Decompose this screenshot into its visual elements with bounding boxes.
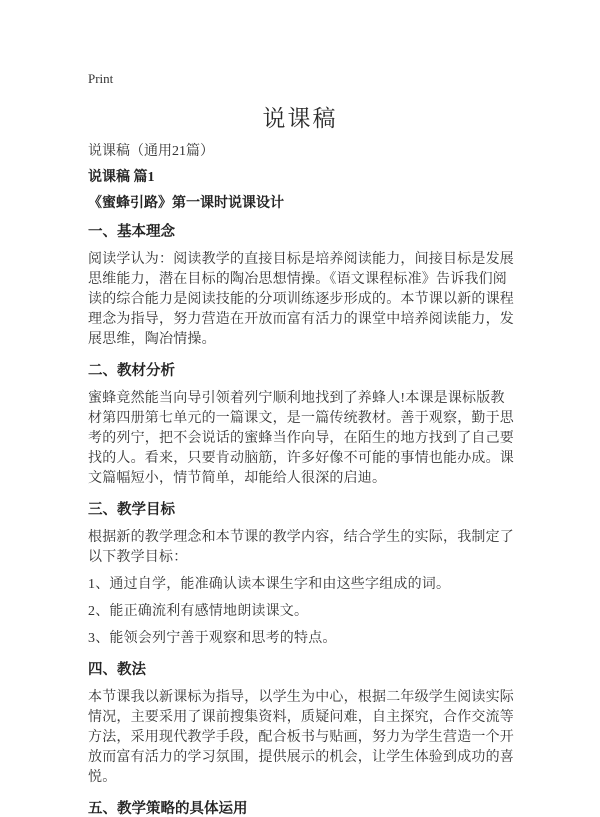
print-link[interactable]: Print — [88, 71, 114, 86]
section-heading: 二、教材分析 — [88, 363, 175, 379]
section-heading: 一、基本理念 — [88, 224, 175, 240]
paragraph: 阅读学认为：阅读教学的直接目标是培养阅读能力，间接目标是发展思维能力，潜在目标的陶冶思想情操。《语文课程标准》告诉我们阅读的综合能力是阅读技能的分项训练逐步形成的。本节课以新的课程理念为指导，努力营造在开放而富有活力的课堂中培养阅读能力，发展思维，陶冶情操。 — [88, 252, 514, 347]
paragraph: 蜜蜂竟然能当向导引领着列宁顺利地找到了养蜂人!本课是课标版教材第四册第七单元的一篇课文，是一篇传统教材。善于观察，勤于思考的列宁，把不会说话的蜜蜂当作向导，在陌生的地方找到了自己要找的人。看来，只要肯动脑筋，许多好像不可能的事情也能办成。课文篇幅短小，情节简单，却能给人很深的启迪。 — [88, 391, 514, 486]
section-heading: 三、教学目标 — [88, 502, 175, 518]
lesson-title: 《蜜蜂引路》第一课时说课设计 — [88, 196, 284, 211]
paragraph: 根据新的教学理念和本节课的教学内容，结合学生的实际，我制定了以下教学目标： — [88, 530, 514, 565]
list-item: 1、通过自学，能准确认读本课生字和由这些字组成的词。 — [88, 577, 451, 592]
doc-part-label: 说课稿 篇1 — [88, 170, 155, 185]
page-title: 说课稿 — [262, 106, 338, 131]
section-teaching-method — [88, 663, 515, 788]
section-basic-concept — [88, 225, 515, 350]
doc-subtitle: 说课稿（通用21篇） — [88, 144, 214, 159]
section-heading: 五、教学策略的具体运用 — [88, 801, 248, 817]
section-strategy-application — [88, 802, 515, 817]
section-heading: 四、教法 — [88, 662, 146, 678]
list-item: 2、能正确流利有感情地朗读课文。 — [88, 604, 309, 619]
list-item: 3、能领会列宁善于观察和思考的特点。 — [88, 631, 337, 646]
section-material-analysis — [88, 364, 515, 489]
paragraph: 本节课我以新课标为指导，以学生为中心，根据二年级学生阅读实际情况，主要采用了课前搜集资料，质疑问难，自主探究，合作交流等方法，采用现代教学手段，配合板书与贴画，努力为学生营造一个开放而富有活力的学习氛围，提供展示的机会，让学生体验到成功的喜悦。 — [88, 690, 514, 785]
section-teaching-goals — [88, 503, 515, 649]
